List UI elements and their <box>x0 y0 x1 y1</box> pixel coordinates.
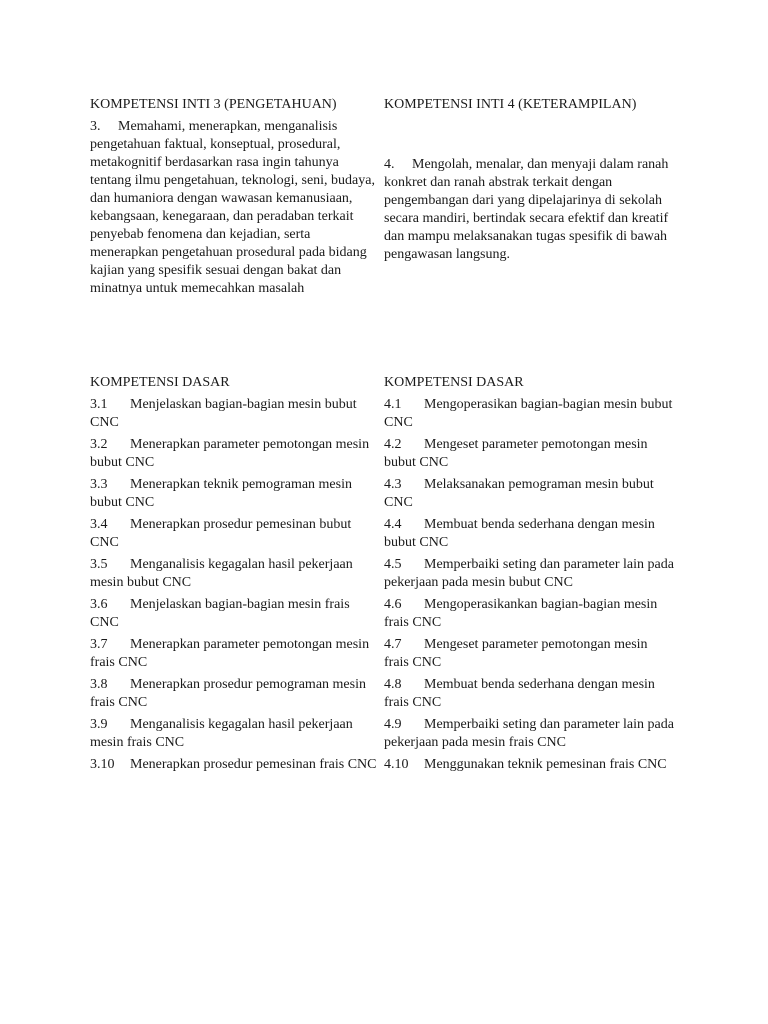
kd-left-item-number: 3.6 <box>90 597 108 612</box>
kd-left-item-text: Menerapkan prosedur pemesinan frais CNC <box>130 757 377 772</box>
kd-right-item-text: Menggunakan teknik pemesinan frais CNC <box>424 757 667 772</box>
kd-left-item-number: 3.8 <box>90 677 108 692</box>
kd-left-item-text: Menjelaskan bagian-bagian mesin bubut CNC <box>90 397 357 430</box>
kd-left-item <box>90 596 378 632</box>
kd-left-item-number: 3.5 <box>90 557 108 572</box>
kd-right-item-number: 4.2 <box>384 437 402 452</box>
ki4-number: 4. <box>384 157 395 172</box>
kd-right-section <box>384 374 674 796</box>
kd-right-item <box>384 636 674 672</box>
kd-right-item-number: 4.4 <box>384 517 402 532</box>
kd-left-list <box>90 396 378 792</box>
kd-left-item <box>90 676 378 712</box>
kd-right-item-text: Memperbaiki seting dan parameter lain pada pekerjaan pada mesin bubut CNC <box>384 557 674 590</box>
kd-right-item-text: Mengeset parameter pemotongan mesin frais CNC <box>384 637 648 670</box>
kd-right-item-number: 4.5 <box>384 557 402 572</box>
kd-right-item <box>384 476 674 512</box>
kd-right-item <box>384 676 674 712</box>
ki3-heading: KOMPETENSI INTI 3 (PENGETAHUAN) <box>90 97 337 112</box>
kd-right-item <box>384 516 674 552</box>
kd-left-item-text: Menganalisis kegagalan hasil pekerjaan mesin bubut CNC <box>90 557 353 590</box>
kd-left-item-text: Menerapkan prosedur pemograman mesin frais CNC <box>90 677 366 710</box>
kd-left-item-number: 3.7 <box>90 637 108 652</box>
kd-right-heading: KOMPETENSI DASAR <box>384 375 524 390</box>
ki3-text: Memahami, menerapkan, menganalisis pengetahuan faktual, konseptual, prosedural, metakognitif berdasarkan rasa ingin tahunya tentang ilmu pengetahuan, teknologi, seni, budaya, dan humaniora dengan wawasan kemanusiaan, kebangsaan, kenegaraan, dan peradaban terkait penyebab fenomena dan kejadian, serta menerapkan pengetahuan prosedural pada bidang kajian yang spesifik sesuai dengan bakat dan minatnya untuk memecahkan masalah <box>90 119 375 296</box>
kd-right-item-number: 4.10 <box>384 757 409 772</box>
kd-right-item-number: 4.3 <box>384 477 402 492</box>
kd-right-item <box>384 436 674 472</box>
kd-left-item-number: 3.9 <box>90 717 108 732</box>
kd-left-item <box>90 756 378 792</box>
kd-left-item-text: Menerapkan prosedur pemesinan bubut CNC <box>90 517 352 550</box>
kd-left-item <box>90 556 378 592</box>
kd-right-item-text: Mengeset parameter pemotongan mesin bubut CNC <box>384 437 648 470</box>
kd-left-item <box>90 396 378 432</box>
kd-right-item-number: 4.7 <box>384 637 402 652</box>
ki3-number: 3. <box>90 119 101 134</box>
kd-left-item <box>90 436 378 472</box>
kd-right-item <box>384 396 674 432</box>
kd-right-item-number: 4.8 <box>384 677 402 692</box>
ki3-paragraph <box>90 118 378 298</box>
kd-left-item-number: 3.3 <box>90 477 108 492</box>
kd-left-item-text: Menerapkan parameter pemotongan mesin frais CNC <box>90 637 370 670</box>
kd-left-item <box>90 636 378 672</box>
kd-left-item-number: 3.2 <box>90 437 108 452</box>
kd-right-item-number: 4.9 <box>384 717 402 732</box>
kd-right-item <box>384 596 674 632</box>
ki4-heading: KOMPETENSI INTI 4 (KETERAMPILAN) <box>384 97 637 112</box>
kd-left-item-text: Menerapkan teknik pemograman mesin bubut CNC <box>90 477 352 510</box>
kd-left-item <box>90 516 378 552</box>
kd-left-heading: KOMPETENSI DASAR <box>90 375 230 390</box>
kd-right-item-text: Mengoperasikan bagian-bagian mesin bubut CNC <box>384 397 673 430</box>
kd-right-item-text: Membuat benda sederhana dengan mesin frais CNC <box>384 677 655 710</box>
kd-left-item <box>90 716 378 752</box>
kd-right-item <box>384 756 674 792</box>
kd-right-list <box>384 396 674 792</box>
kd-right-item-text: Membuat benda sederhana dengan mesin bubut CNC <box>384 517 655 550</box>
kd-right-item-text: Melaksanakan pemograman mesin bubut CNC <box>384 477 654 510</box>
ki4-text: Mengolah, menalar, dan menyaji dalam ranah konkret dan ranah abstrak terkait dengan pengembangan dari yang dipelajarinya di sekolah secara mandiri, bertindak secara efektif dan kreatif dan mampu melaksanakan tugas spesifik di bawah pengawasan langsung. <box>384 157 669 262</box>
ki4-paragraph <box>384 156 674 264</box>
kd-left-item <box>90 476 378 512</box>
kd-right-item <box>384 556 674 592</box>
kd-left-section <box>90 374 378 796</box>
ki4-section <box>384 96 674 264</box>
kd-right-item-text: Memperbaiki seting dan parameter lain pada pekerjaan pada mesin frais CNC <box>384 717 674 750</box>
kd-left-item-text: Menerapkan parameter pemotongan mesin bubut CNC <box>90 437 370 470</box>
kd-left-item-text: Menjelaskan bagian-bagian mesin frais CNC <box>90 597 350 630</box>
ki3-section <box>90 96 378 298</box>
kd-left-item-text: Menganalisis kegagalan hasil pekerjaan mesin frais CNC <box>90 717 353 750</box>
kd-right-item-number: 4.6 <box>384 597 402 612</box>
kd-right-item-number: 4.1 <box>384 397 402 412</box>
kd-left-item-number: 3.1 <box>90 397 108 412</box>
kd-left-item-number: 3.4 <box>90 517 108 532</box>
kd-left-item-number: 3.10 <box>90 757 115 772</box>
kd-right-item <box>384 716 674 752</box>
kd-right-item-text: Mengoperasikankan bagian-bagian mesin frais CNC <box>384 597 658 630</box>
